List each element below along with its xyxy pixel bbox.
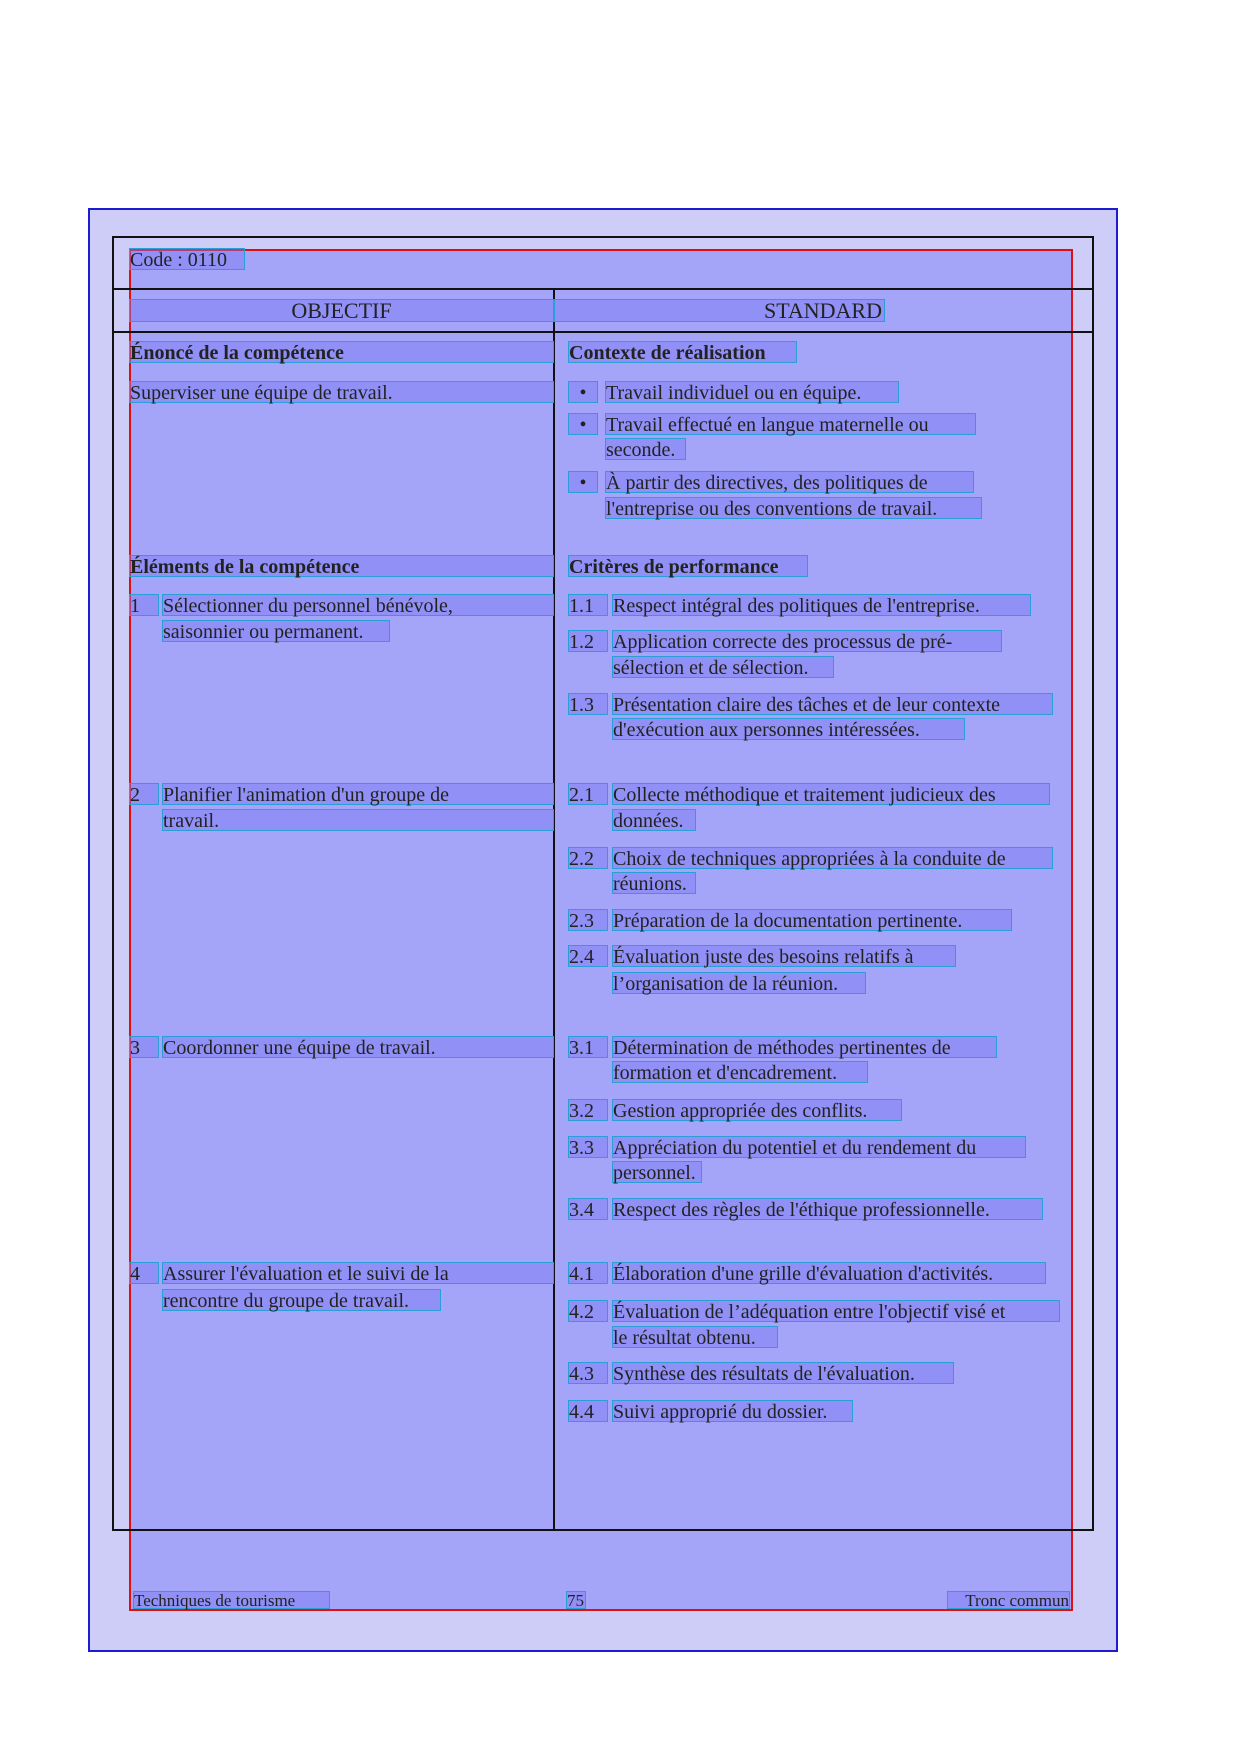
contexte-line: Travail individuel ou en équipe. [605, 381, 899, 403]
contexte-line: Travail effectué en langue maternelle ou [605, 413, 976, 435]
enonce-text: Superviser une équipe de travail. [129, 381, 554, 403]
table-right-border [1092, 236, 1094, 1531]
critere-num: 3.4 [568, 1198, 608, 1220]
critere-num: 2.3 [568, 909, 608, 931]
element-line: travail. [162, 809, 554, 831]
critere-num: 4.2 [568, 1300, 608, 1322]
critere-num: 2.1 [568, 783, 608, 805]
critere-num: 2.4 [568, 945, 608, 967]
critere-line: le résultat obtenu. [612, 1326, 778, 1348]
critere-line: Préparation de la documentation pertinente. [612, 909, 1012, 931]
critere-line: Choix de techniques appropriées à la conduite de [612, 847, 1053, 869]
critere-line: Appréciation du potentiel et du rendement du [612, 1136, 1026, 1158]
column-divider [553, 290, 555, 1531]
header-objectif: OBJECTIF [129, 299, 554, 322]
code-line: Code : 0110 [129, 248, 245, 270]
contexte-line: l'entreprise ou des conventions de travail. [605, 497, 982, 519]
critere-num: 4.4 [568, 1400, 608, 1422]
contexte-line: seconde. [605, 438, 686, 460]
element-line: rencontre du groupe de travail. [162, 1289, 441, 1311]
critere-num: 4.1 [568, 1262, 608, 1284]
bullet-icon: • [568, 381, 598, 403]
critere-line: Évaluation de l’adéquation entre l'objectif visé et [612, 1300, 1060, 1322]
critere-line: Suivi approprié du dossier. [612, 1400, 853, 1422]
element-num: 1 [129, 594, 159, 616]
critere-num: 2.2 [568, 847, 608, 869]
footer-left: Techniques de tourisme [133, 1591, 330, 1609]
critere-num: 3.2 [568, 1099, 608, 1121]
critere-line: Détermination de méthodes pertinentes de [612, 1036, 997, 1058]
critere-line: Présentation claire des tâches et de leur contexte [612, 693, 1053, 715]
table-bottom-border [112, 1529, 1094, 1531]
contexte-title: Contexte de réalisation [568, 341, 797, 363]
critere-line: Collecte méthodique et traitement judicieux des [612, 783, 1050, 805]
criteres-title: Critères de performance [568, 555, 808, 577]
critere-line: formation et d'encadrement. [612, 1061, 868, 1083]
element-num: 3 [129, 1036, 159, 1058]
bullet-icon: • [568, 471, 598, 493]
critere-num: 3.3 [568, 1136, 608, 1158]
header-bottom-line [112, 331, 1094, 333]
critere-line: Application correcte des processus de pré- [612, 630, 1002, 652]
critere-line: données. [612, 809, 696, 831]
critere-num: 1.3 [568, 693, 608, 715]
critere-line: personnel. [612, 1161, 702, 1183]
element-num: 4 [129, 1262, 159, 1284]
critere-line: Élaboration d'une grille d'évaluation d'activités. [612, 1262, 1046, 1284]
element-line: Sélectionner du personnel bénévole, [162, 594, 554, 616]
critere-num: 1.2 [568, 630, 608, 652]
critere-line: Respect intégral des politiques de l'entreprise. [612, 594, 1031, 616]
header-top-line [112, 288, 1094, 290]
critere-num: 4.3 [568, 1362, 608, 1384]
header-standard: STANDARD [554, 299, 885, 322]
critere-line: d'exécution aux personnes intéressées. [612, 718, 965, 740]
elements-title: Éléments de la compétence [129, 555, 554, 577]
table-top-border [112, 236, 1094, 238]
critere-num: 3.1 [568, 1036, 608, 1058]
critere-line: Respect des règles de l'éthique professionnelle. [612, 1198, 1043, 1220]
footer-page-number: 75 [567, 1591, 584, 1610]
element-line: Assurer l'évaluation et le suivi de la [162, 1262, 554, 1284]
element-line: Coordonner une équipe de travail. [162, 1036, 554, 1058]
critere-line: Évaluation juste des besoins relatifs à [612, 945, 956, 967]
critere-line: réunions. [612, 872, 696, 894]
footer-right: Tronc commun [947, 1591, 1070, 1609]
critere-line: Synthèse des résultats de l'évaluation. [612, 1362, 954, 1384]
critere-line: Gestion appropriée des conflits. [612, 1099, 902, 1121]
bullet-icon: • [568, 413, 598, 435]
element-num: 2 [129, 783, 159, 805]
enonce-title: Énoncé de la compétence [129, 341, 554, 363]
element-line: saisonnier ou permanent. [162, 620, 390, 642]
critere-line: sélection et de sélection. [612, 656, 834, 678]
critere-line: l’organisation de la réunion. [612, 972, 866, 994]
element-line: Planifier l'animation d'un groupe de [162, 783, 554, 805]
contexte-line: À partir des directives, des politiques de [605, 471, 974, 493]
critere-num: 1.1 [568, 594, 608, 616]
table-left-border [112, 236, 114, 1531]
